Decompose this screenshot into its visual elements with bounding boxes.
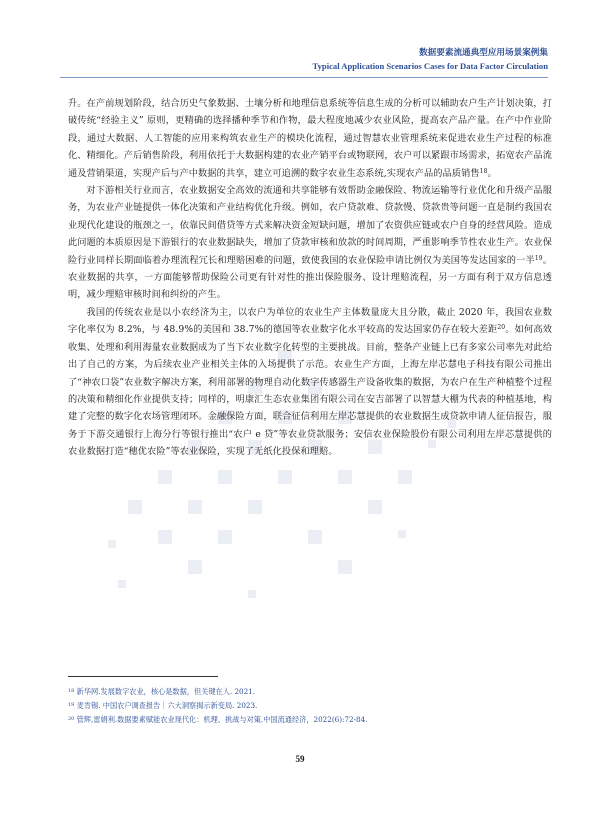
header-divider	[60, 77, 548, 78]
main-body-text	[68, 95, 552, 461]
paragraph-3: 我国的传统农业是以小农经济为主，以农户为单位的农业生产主体数量庞大且分散，截止 2020 年，我国农业数字化率仅为 8.2%，与 48.9%的美国和 38.7%的德国等农业数字化水平较高的发达国家仍存在较大差距$^{20}$。如何高效收集、处理和利用海量农业数据成为了当下农业数字化转型的主要挑战。目前，整条产业链上已有多家公司率先对此给出了自己的方案，为后续农业产业相关主体的入场提供了示范。农业生产方面，上海左岸芯慧电子科技有限公司推出了“神农口袋”农业数字解决方案，利用部署的物理自动化数字传感器生产设备收集的数据，为农户在生产种植整个过程的决策和精细化作业提供支持；同样的，明康汇生态农业集团有限公司在安吉部署了以智慧大棚为代表的种植基地，构建了完整的数字化农场管理闭环。金融保险方面，联合征信利用左岸芯慧提供的农业数据生成贷款申请人征信报告，服务于下游交通银行上海分行等银行推出“农户 e 贷”等农业贷款服务；安信农业保险股份有限公司利用左岸芯慧提供的农业数据打造“穗优农险”等农业保险，实现了无纸化投保和理赔。	[68, 306, 552, 458]
paragraph-1: 升。在产前规划阶段，结合历史气象数据、土壤分析和地理信息系统等信息生成的分析可以辅助农户生产计划决策，打破传统“经验主义” 原则，更精确的选择播种季节和作物，最大程度地减少农业风险，提高农产品产量。在产中作业阶段，通过大数据、人工智能的应用来构筑农业生产的模块化流程，通过智慧农业管理系统来促进农业生产过程的标准化、精细化。产后销售阶段，利用依托于大数据构建的农业产销平台或物联网，农户可以紧跟市场需求，拓宽农产品流通及营销渠道，实现产后与产中数据的共享，建立可追溯的数字农业生态系统,实现农产品的品质销售$^{18}$。	[68, 98, 552, 179]
footnote-ref-19[interactable]: 19	[534, 254, 543, 262]
header-title-cn: 数据要素流通典型应用场景案例集	[419, 48, 548, 58]
paragraph-2: 对下游相关行业而言，农业数据安全高效的流通和共享能够有效帮助金融保险、物流运输等行业优化和升级产品服务，为农业产业链提供一体化决策和产业结构优化升级。例如，农户贷款难、贷款慢、贷款贵等问题一直是制约我国农业现代化建设的瓶颈之一，依靠民间借贷等方式来解决资金短缺问题，增加了农资供应链或农户自身的经营风险。造成此问题的本质原因是下游银行的农业数据缺失，增加了贷款审核和放款的时间周期，严重影响季节性农业生产。农业保险行业同样长期面临着办理流程冗长和理赔困难的问题，致使我国的农业保险申请比例仅为美国等发达国家的一半$^{19}$。农业数据的共享，一方面能够帮助保险公司更有针对性的推出保险服务、设计理赔流程，另一方面有利于双方信息透明，减少理赔审核时间和纠纷的产生。	[68, 185, 552, 301]
footnote-ref-20[interactable]: 20	[497, 324, 506, 332]
footnote-19: $^{19}$ 麦肯锡. 中国农户调查报告｜六大洞察揭示新变局. 2023.	[68, 701, 258, 710]
page-number: 59	[295, 754, 305, 764]
running-header	[313, 46, 548, 73]
header-title-en: Typical Application Scenarios Cases for Data Factor Circulation	[312, 61, 548, 71]
footnote-ref-18[interactable]: 18	[479, 167, 488, 175]
footnote-20: $^{20}$ 管辉,雷娟利.数据要素赋能农业现代化：机理、挑战与对策.中国流通经济，2022(6):72-84.	[68, 715, 368, 724]
footnote-divider	[68, 676, 218, 677]
footnote-18: $^{18}$ 新华网.发展数字农业，核心是数据，但关键在人. 2021.	[68, 687, 256, 696]
footnotes	[68, 685, 552, 727]
